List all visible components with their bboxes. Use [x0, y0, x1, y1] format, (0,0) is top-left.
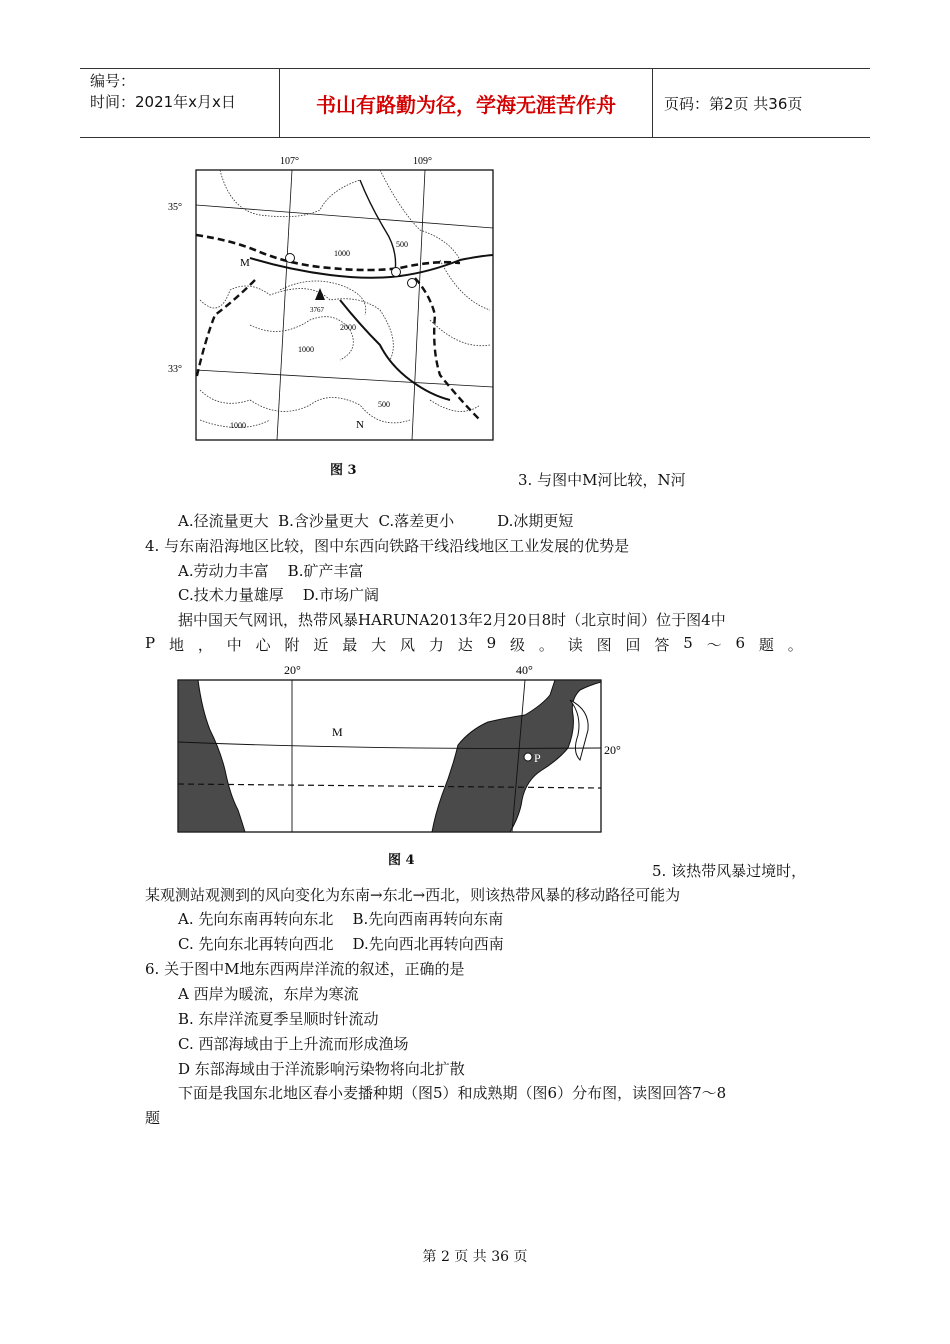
contour-label: 500 [378, 400, 390, 409]
q6-stem: 6. 关于图中M地东西两岸洋流的叙述，正确的是 [145, 960, 465, 978]
figure-4-caption: 图 4 [388, 853, 415, 868]
figure-4-map [170, 660, 640, 840]
river-label: N [356, 419, 364, 431]
point-p-marker [524, 753, 532, 761]
town-marker [392, 268, 401, 277]
page-footer: 第 2 页 共 36 页 [422, 1249, 528, 1265]
q4-options-row2: C.技术力量雄厚 D.市场广阔 [178, 586, 380, 604]
figure-3-map [160, 150, 510, 480]
intro-5-6-line1: 据中国天气网讯，热带风暴HARUNA2013年2月20日8时（北京时间）位于图4中 [178, 611, 726, 629]
time-label: 时间：2021年x月x日 [90, 93, 236, 111]
q3-stem: 3. 与图中M河比较，N河 [518, 471, 686, 489]
point-label: P [534, 751, 541, 765]
contour-label: 1000 [230, 421, 246, 430]
intro-5-6-line2: P 地 ， 中 心 附 近 最 大 风 力 达 9 级 。 读 图 回 答 5 ～ 6 题 。 [145, 634, 803, 654]
q6-option-b: B. 东岸洋流夏季呈顺时针流动 [178, 1010, 379, 1028]
q5-options-row2: C. 先向东北再转向西北 D.先向西北再转向西南 [178, 935, 504, 953]
q4-stem: 4. 与东南沿海地区比较，图中东西向铁路干线沿线地区工业发展的优势是 [145, 537, 630, 555]
q6-option-a: A 西岸为暖流，东岸为寒流 [178, 985, 359, 1003]
contour-label: 2000 [340, 323, 356, 332]
river-label: M [240, 257, 250, 269]
lon-label: 109° [413, 156, 432, 167]
lat-label: 20° [604, 743, 621, 757]
q5-stem-tail: 5. 该热带风暴过境时， [652, 862, 807, 880]
point-label: M [332, 725, 343, 739]
river-tributary [360, 180, 396, 272]
q6-option-c: C. 西部海域由于上升流而形成渔场 [178, 1035, 409, 1053]
intro-7-8-line1: 下面是我国东北地区春小麦播种期（图5）和成熟期（图6）分布图，读图回答7～8 [178, 1084, 727, 1102]
lat-label: 33° [168, 364, 182, 375]
q5-options-row1: A. 先向东南再转向东北 B.先向西南再转向东南 [178, 910, 504, 928]
peak-icon [315, 288, 325, 300]
contour-lines [200, 170, 490, 428]
serial-label: 编号： [90, 72, 136, 90]
town-marker [408, 279, 417, 288]
lon-label: 40° [516, 663, 533, 677]
lat-label: 35° [168, 202, 182, 213]
page-header [80, 68, 870, 138]
header-motto: 书山有路勤为径，学海无涯苦作舟 [280, 69, 653, 137]
header-meta [80, 69, 280, 137]
railway-line [196, 280, 255, 380]
lon-label: 107° [280, 156, 299, 167]
figure-3-caption: 图 3 [330, 463, 357, 478]
header-page-code: 页码：第2页 共36页 [664, 94, 803, 113]
town-marker [286, 254, 295, 263]
contour-label: 500 [396, 240, 408, 249]
intro-7-8-line2: 题 [145, 1109, 161, 1127]
q6-option-d: D 东部海域由于洋流影响污染物将向北扩散 [178, 1060, 465, 1078]
lon-label: 20° [284, 663, 301, 677]
contour-label: 1000 [298, 345, 314, 354]
contour-label: 3767 [310, 306, 324, 314]
q5-stem-line2: 某观测站观测到的风向变化为东南→东北→西北，则该热带风暴的移动路径可能为 [145, 886, 681, 904]
contour-label: 1000 [334, 249, 350, 258]
q4-options-row1: A.劳动力丰富 B.矿产丰富 [178, 562, 364, 580]
river-n [340, 300, 450, 400]
q3-options: A.径流量更大 B.含沙量更大 C.落差更小 D.冰期更短 [178, 512, 574, 530]
